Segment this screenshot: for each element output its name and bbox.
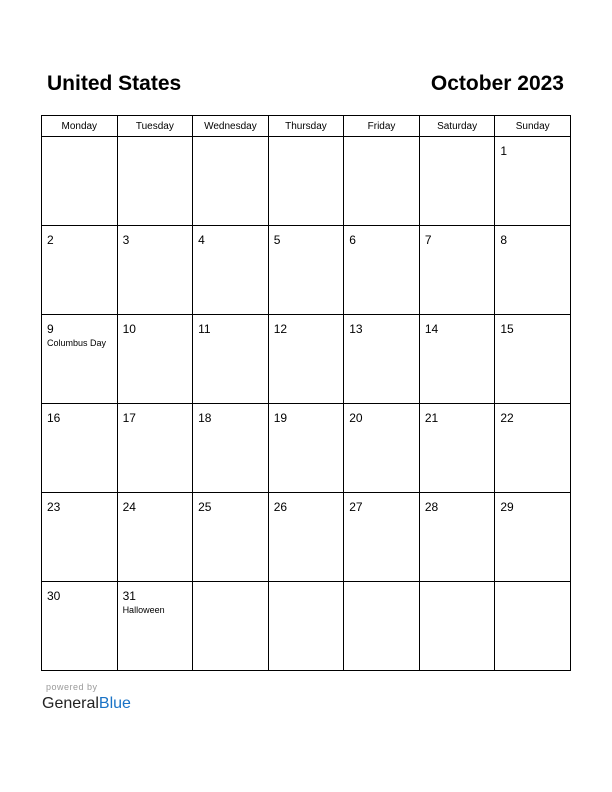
day-cell (419, 226, 495, 315)
day-cell (117, 226, 193, 315)
brand-logo-text-blue: Blue (98, 695, 131, 712)
holiday-label: Columbus Day (47, 338, 107, 348)
day-cell (344, 493, 420, 582)
weekday-header: Tuesday (117, 116, 193, 137)
day-number: 9 (47, 322, 54, 336)
day-cell (268, 493, 344, 582)
day-cell (42, 493, 118, 582)
month-year-title: October 2023 (430, 72, 564, 95)
day-cell (268, 137, 344, 226)
day-number: 14 (424, 322, 439, 336)
weekday-header-row (42, 116, 571, 137)
weekday-header: Sunday (495, 116, 571, 137)
day-number: 23 (47, 500, 61, 514)
day-cell (344, 137, 420, 226)
day-cell (419, 404, 495, 493)
day-cell (495, 315, 571, 404)
day-number: 18 (198, 411, 212, 425)
weekday-header: Wednesday (193, 116, 269, 137)
day-cell (495, 404, 571, 493)
day-cell (193, 582, 269, 671)
powered-by-label: powered by (46, 682, 98, 692)
week-row (42, 493, 571, 582)
day-number: 21 (424, 411, 439, 425)
day-number: 1 (500, 144, 508, 158)
week-row (42, 137, 571, 226)
day-number: 11 (198, 322, 211, 336)
day-cell (42, 137, 118, 226)
day-number: 31 (122, 589, 136, 603)
brand-logo[interactable] (42, 694, 131, 714)
day-cell (495, 582, 571, 671)
day-number: 13 (349, 322, 363, 336)
day-cell (495, 226, 571, 315)
day-number: 8 (500, 233, 508, 247)
week-row (42, 404, 571, 493)
weekday-header: Saturday (419, 116, 495, 137)
day-cell (419, 315, 495, 404)
day-cell (117, 315, 193, 404)
weekday-header: Friday (344, 116, 420, 137)
day-cell (344, 404, 420, 493)
day-cell (419, 493, 495, 582)
day-number: 6 (349, 233, 356, 247)
day-number: 30 (47, 589, 61, 603)
day-cell (193, 137, 269, 226)
day-number: 19 (273, 411, 288, 425)
region-title: United States (47, 72, 182, 95)
day-number: 7 (424, 233, 432, 247)
day-number: 2 (47, 233, 54, 247)
day-number: 5 (273, 233, 281, 247)
day-cell (42, 315, 118, 404)
day-cell (268, 315, 344, 404)
day-cell (344, 582, 420, 671)
weekday-header: Thursday (268, 116, 344, 137)
day-cell (42, 226, 118, 315)
week-row (42, 315, 571, 404)
day-number: 25 (198, 500, 212, 514)
day-number: 20 (349, 411, 363, 425)
day-cell (268, 404, 344, 493)
weekday-header: Monday (42, 116, 118, 137)
day-number: 28 (424, 500, 439, 514)
calendar-grid (41, 115, 571, 671)
day-cell (117, 493, 193, 582)
day-number: 24 (122, 500, 136, 514)
day-cell (419, 137, 495, 226)
day-cell (42, 404, 118, 493)
brand-logo-text-general: General (42, 695, 99, 712)
day-number: 17 (122, 411, 136, 425)
holiday-label: Halloween (122, 605, 165, 615)
day-number: 29 (500, 500, 514, 514)
day-number: 15 (500, 322, 514, 336)
week-row (42, 582, 571, 671)
day-cell (117, 137, 193, 226)
day-cell (495, 493, 571, 582)
day-number: 16 (47, 411, 61, 425)
day-number: 27 (349, 500, 363, 514)
day-cell (193, 493, 269, 582)
day-cell (344, 315, 420, 404)
day-number: 10 (122, 322, 136, 336)
day-cell (193, 315, 269, 404)
day-cell (193, 404, 269, 493)
day-cell (268, 582, 344, 671)
day-cell (419, 582, 495, 671)
day-number: 4 (198, 233, 205, 247)
day-number: 12 (273, 322, 288, 336)
day-cell (42, 582, 118, 671)
day-number: 3 (122, 233, 130, 247)
day-number: 22 (500, 411, 514, 425)
day-cell (117, 404, 193, 493)
day-number: 26 (273, 500, 288, 514)
week-row (42, 226, 571, 315)
day-cell (495, 137, 571, 226)
day-cell (193, 226, 269, 315)
day-cell (268, 226, 344, 315)
day-cell (117, 582, 193, 671)
day-cell (344, 226, 420, 315)
